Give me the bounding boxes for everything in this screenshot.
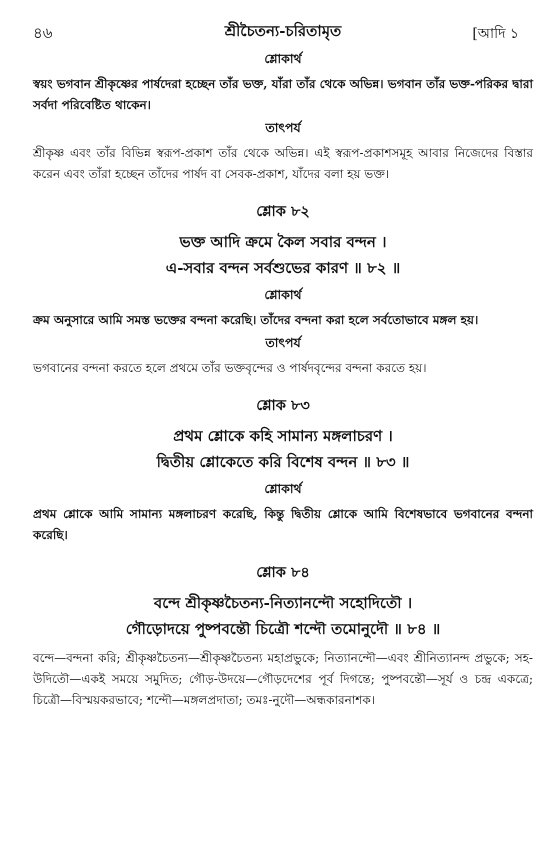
verse-82-line-1: ভক্ত আদি ক্রমে কৈল সবার বন্দন । xyxy=(179,233,387,251)
verse-83-heading: শ্লোক ৮৩ xyxy=(256,397,310,414)
translation-text: প্রথম শ্লোকে আমি সামান্য মঙ্গলাচরণ করেছি, কিন্তু দ্বিতীয় শ্লোকে আমি বিশেষভাবে ভগবানের বন্দনা করেছি। xyxy=(33,507,533,542)
page-header xyxy=(33,0,533,48)
section-marker: [আদি ১ xyxy=(472,26,519,42)
word-meanings-text: বন্দে—বন্দনা করি; শ্রীকৃষ্ণচৈতন্য—শ্রীকৃষ্ণচৈতন্য মহাপ্রভুকে; নিত্যানন্দৌ—এবং শ্রীনিত্যানন্দ প্রভুকে; সহ-উদিতৌ—একই সময়ে সমুদিত; গৌড়-উদয়ে—গৌড়দেশের পূর্ব দিগন্তে; পুষ্পবন্তৌ—সূর্য ও চন্দ্র একত্রে; চিত্রৌ—বিস্ময়করভাবে; শন্দৌ—মঙ্গলপ্রদাতা; তমঃ-নুদৌ—অন্ধকারনাশক। xyxy=(33,651,533,707)
translation-heading: শ্লোকার্থ xyxy=(264,287,302,302)
purport-heading: তাৎপর্য xyxy=(265,120,301,135)
verse-84-line-1: বন্দে শ্রীকৃষ্ণচৈতন্য-নিত্যানন্দৌ সহোদিতৌ । xyxy=(153,594,413,612)
translation-text: স্বয়ং ভগবান শ্রীকৃষ্ণের পার্ষদেরা হচ্ছেন তাঁর ভক্ত, যাঁরা তাঁর থেকে অভিন্ন। ভগবান তাঁর ভক্ত-পরিকর দ্বারা সর্বদা পরিবেষ্টিত থাকেন। xyxy=(33,77,533,112)
page-number: ৪৬ xyxy=(33,24,53,42)
verse-83-line-2: দ্বিতীয় শ্লোকেতে করি বিশেষ বন্দন ॥ ৮৩ ॥ xyxy=(156,453,410,471)
purport-text: ভগবানের বন্দনা করতে হলে প্রথমে তাঁর ভক্তবৃন্দের ও পার্ষদবৃন্দের বন্দনা করতে হয়। xyxy=(33,361,427,375)
verse-82-line-2: এ-সবার বন্দন সর্বশুভের কারণ ॥ ৮২ ॥ xyxy=(165,259,401,277)
verse-82-heading: শ্লোক ৮২ xyxy=(256,203,310,220)
purport-heading: তাৎপর্য xyxy=(265,335,301,350)
verse-84-heading: শ্লোক ৮৪ xyxy=(256,564,310,581)
running-title: শ্রীচৈতন্য-চরিতামৃত xyxy=(224,22,342,40)
verse-83-line-1: প্রথম শ্লোকে কহি সামান্য মঙ্গলাচরণ । xyxy=(173,427,393,445)
translation-heading: শ্লোকার্থ xyxy=(264,481,302,496)
purport-text: শ্রীকৃষ্ণ এবং তাঁর বিভিন্ন স্বরূপ-প্রকাশ তাঁর থেকে অভিন্ন। এই স্বরূপ-প্রকাশসমূহ আবার নিজেদের বিস্তার করেন এবং তাঁরা হচ্ছেন তাঁদের পার্ষদ বা সেবক-প্রকাশ, যাঁদের বলা হয় ভক্ত। xyxy=(33,146,533,181)
translation-text: ক্রম অনুসারে আমি সমস্ত ভক্তের বন্দনা করেছি। তাঁদের বন্দনা করা হলে সর্বতোভাবে মঙ্গল হয়। xyxy=(33,313,479,327)
verse-84-line-2: গৌড়োদয়ে পুষ্পবন্তৌ চিত্রৌ শন্দৌ তমোনুদৌ ॥ ৮৪ ॥ xyxy=(125,620,441,638)
translation-heading: শ্লোকার্থ xyxy=(264,51,302,66)
